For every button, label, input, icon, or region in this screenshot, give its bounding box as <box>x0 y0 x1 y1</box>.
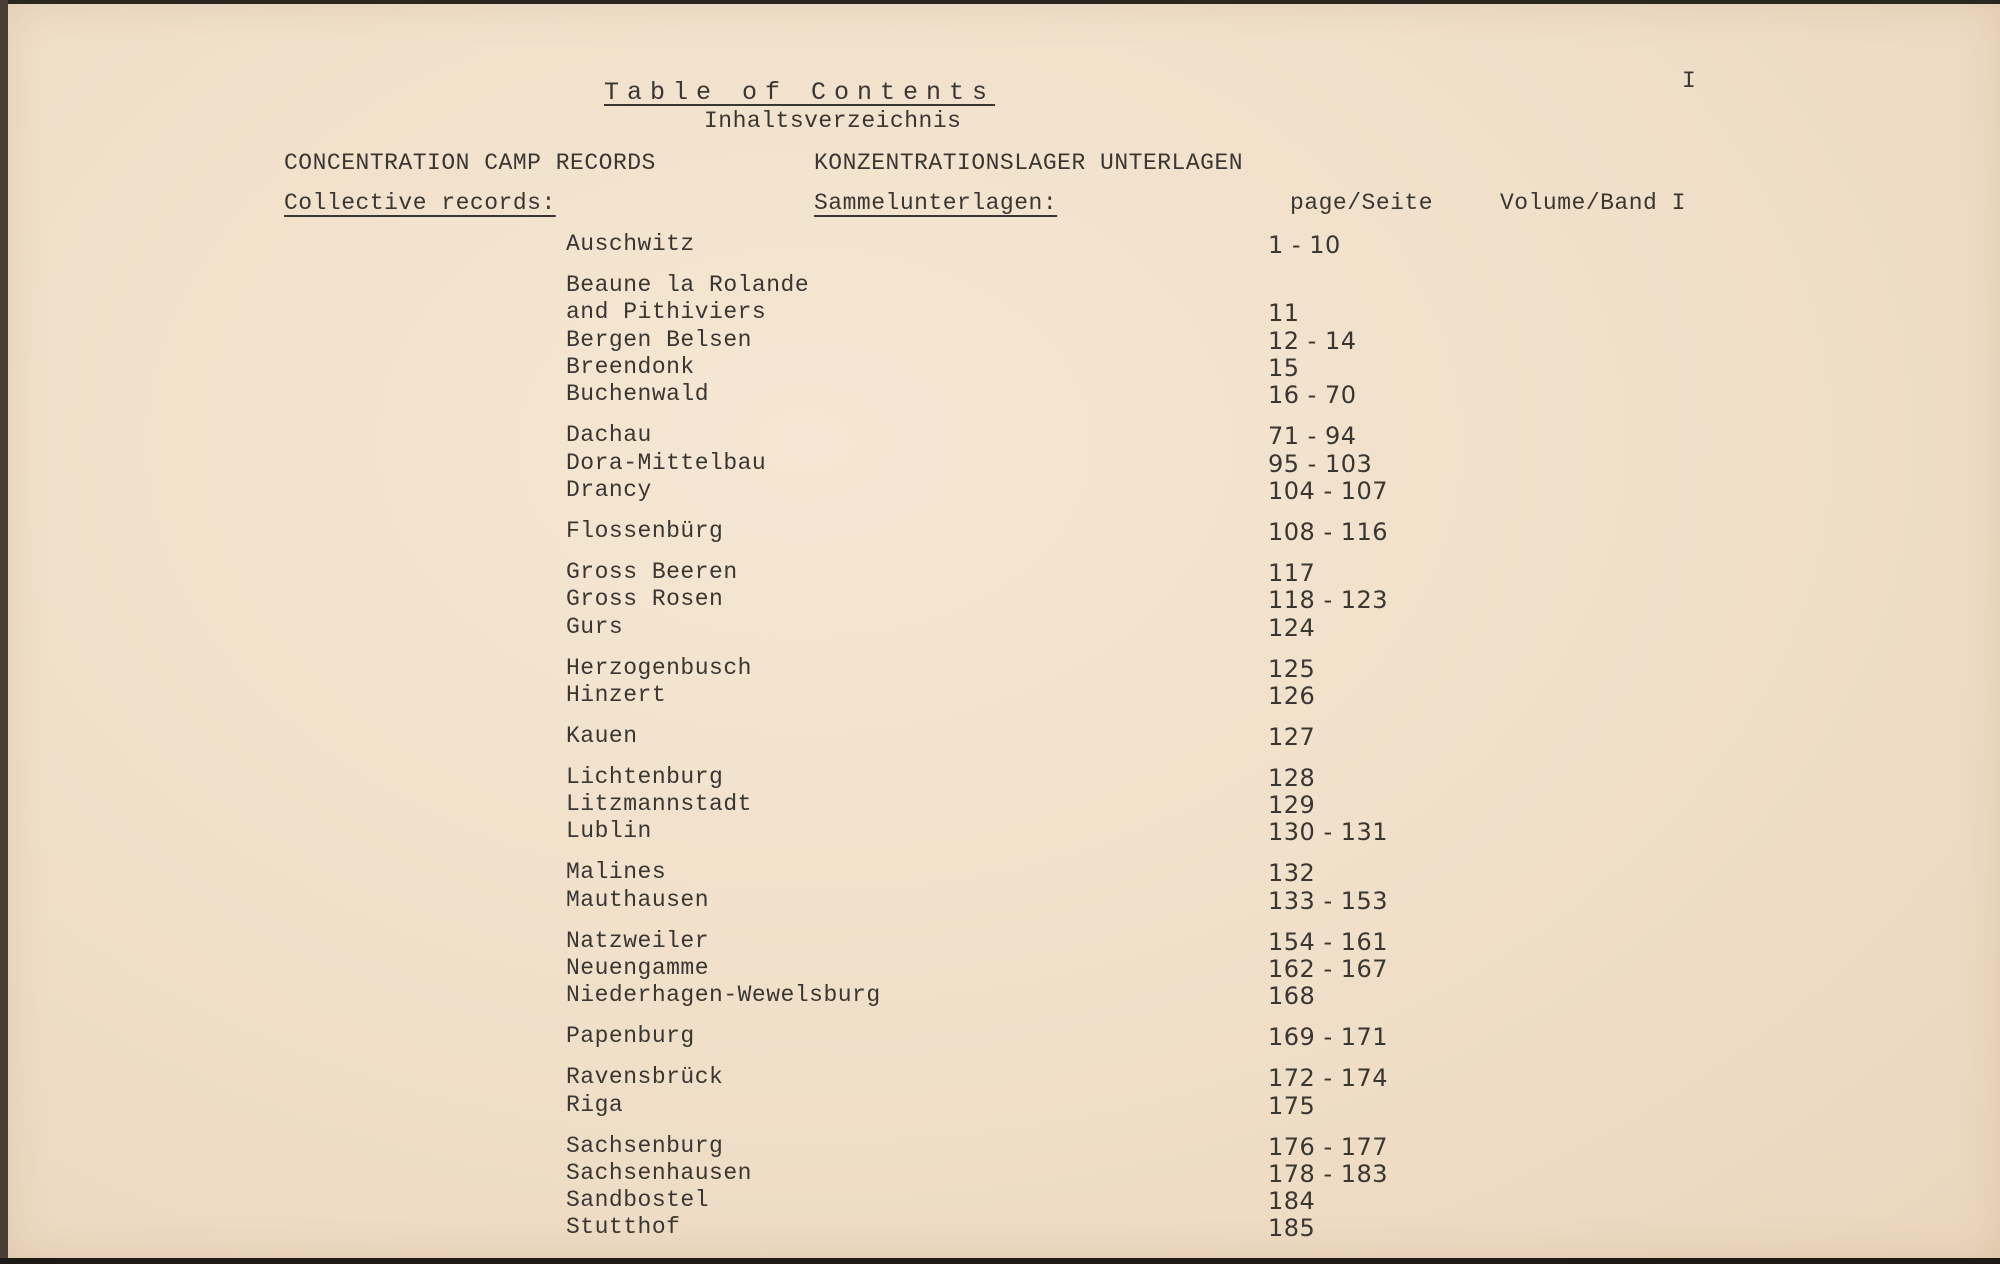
camp-name: Riga <box>566 1092 624 1118</box>
page-range: 12 - 14 <box>1268 327 1357 355</box>
page-range: 168 <box>1268 982 1316 1010</box>
camp-name: Hinzert <box>566 682 667 708</box>
toc-entry <box>0 1092 2000 1122</box>
scan-edge-bottom <box>0 1258 2000 1264</box>
camp-name: Sachsenhausen <box>566 1160 752 1186</box>
page-range: 176 - 177 <box>1268 1133 1389 1161</box>
camp-name: Natzweiler <box>566 928 710 954</box>
camp-name: Malines <box>566 859 667 885</box>
page-range: 15 <box>1268 354 1300 382</box>
camp-name: Lublin <box>566 818 652 844</box>
toc-entry <box>0 1214 2000 1244</box>
toc-entry <box>0 1064 2000 1094</box>
subheading-english: Collective records: <box>284 190 556 216</box>
camp-name: Kauen <box>566 723 638 749</box>
page-range: 16 - 70 <box>1268 381 1357 409</box>
toc-entry <box>0 518 2000 548</box>
camp-name: Gurs <box>566 614 624 640</box>
toc-entry <box>0 450 2000 480</box>
toc-entry <box>0 955 2000 985</box>
toc-entry <box>0 818 2000 848</box>
page-range: 118 - 123 <box>1268 586 1389 614</box>
camp-name: Dora-Mittelbau <box>566 450 767 476</box>
camp-name: Stutthof <box>566 1214 681 1240</box>
page-range: 11 <box>1268 299 1300 327</box>
page-range: 1 - 10 <box>1268 231 1341 259</box>
page-range: 185 <box>1268 1214 1316 1242</box>
toc-entry <box>0 327 2000 357</box>
toc-entry <box>0 982 2000 1012</box>
heading-german: KONZENTRATIONSLAGER UNTERLAGEN <box>814 150 1244 176</box>
toc-title: Table of Contents <box>604 78 996 107</box>
page-range: 117 <box>1268 559 1316 587</box>
camp-name: Beaune la Rolande <box>566 272 810 298</box>
toc-entry <box>0 1133 2000 1163</box>
toc-entry <box>0 272 2000 302</box>
page-range: 129 <box>1268 791 1316 819</box>
toc-entry <box>0 791 2000 821</box>
page-range: 178 - 183 <box>1268 1160 1389 1188</box>
toc-entry <box>0 477 2000 507</box>
toc-entry <box>0 723 2000 753</box>
toc-subtitle: Inhaltsverzeichnis <box>704 108 962 134</box>
camp-name: Dachau <box>566 422 652 448</box>
page-range: 71 - 94 <box>1268 422 1357 450</box>
toc-entry <box>0 1160 2000 1190</box>
camp-name: Sachsenburg <box>566 1133 724 1159</box>
page-range: 95 - 103 <box>1268 450 1373 478</box>
toc-entry <box>0 354 2000 384</box>
toc-entry <box>0 614 2000 644</box>
toc-entry <box>0 231 2000 261</box>
camp-name: Litzmannstadt <box>566 791 752 817</box>
toc-entry <box>0 559 2000 589</box>
page-range: 127 <box>1268 723 1316 751</box>
page-range: 124 <box>1268 614 1316 642</box>
camp-name: Auschwitz <box>566 231 695 257</box>
camp-name: Ravensbrück <box>566 1064 724 1090</box>
page-range: 184 <box>1268 1187 1316 1215</box>
toc-entry <box>0 1187 2000 1217</box>
toc-entry <box>0 381 2000 411</box>
camp-name: and Pithiviers <box>566 299 767 325</box>
camp-name: Papenburg <box>566 1023 695 1049</box>
page-range: 175 <box>1268 1092 1316 1120</box>
page-range: 162 - 167 <box>1268 955 1389 983</box>
camp-name: Neuengamme <box>566 955 710 981</box>
page-range: 154 - 161 <box>1268 928 1389 956</box>
page-range: 126 <box>1268 682 1316 710</box>
toc-entry <box>0 764 2000 794</box>
page-range: 132 <box>1268 859 1316 887</box>
toc-entry <box>0 887 2000 917</box>
camp-name: Gross Beeren <box>566 559 738 585</box>
page-number: I <box>1682 68 1697 94</box>
toc-entry <box>0 1023 2000 1053</box>
toc-entry <box>0 586 2000 616</box>
page-range: 108 - 116 <box>1268 518 1389 546</box>
heading-english: CONCENTRATION CAMP RECORDS <box>284 150 656 176</box>
page-range: 104 - 107 <box>1268 477 1389 505</box>
camp-name: Mauthausen <box>566 887 710 913</box>
camp-name: Gross Rosen <box>566 586 724 612</box>
camp-name: Herzogenbusch <box>566 655 752 681</box>
page-range: 130 - 131 <box>1268 818 1389 846</box>
toc-entry <box>0 928 2000 958</box>
camp-name: Drancy <box>566 477 652 503</box>
page-range: 133 - 153 <box>1268 887 1389 915</box>
toc-entry <box>0 682 2000 712</box>
camp-name: Buchenwald <box>566 381 710 407</box>
page-range: 169 - 171 <box>1268 1023 1389 1051</box>
page-range: 128 <box>1268 764 1316 792</box>
volume-label: Volume/Band I <box>1500 190 1686 216</box>
camp-name: Niederhagen-Wewelsburg <box>566 982 881 1008</box>
toc-entry <box>0 655 2000 685</box>
page-range: 125 <box>1268 655 1316 683</box>
toc-entry <box>0 422 2000 452</box>
camp-name: Sandbostel <box>566 1187 710 1213</box>
camp-name: Breendonk <box>566 354 695 380</box>
camp-name: Bergen Belsen <box>566 327 752 353</box>
subheading-german: Sammelunterlagen: <box>814 190 1058 216</box>
camp-name: Flossenbürg <box>566 518 724 544</box>
camp-name: Lichtenburg <box>566 764 724 790</box>
page-column-header: page/Seite <box>1290 190 1434 216</box>
toc-entry <box>0 299 2000 329</box>
toc-entry <box>0 859 2000 889</box>
page-range: 172 - 174 <box>1268 1064 1389 1092</box>
